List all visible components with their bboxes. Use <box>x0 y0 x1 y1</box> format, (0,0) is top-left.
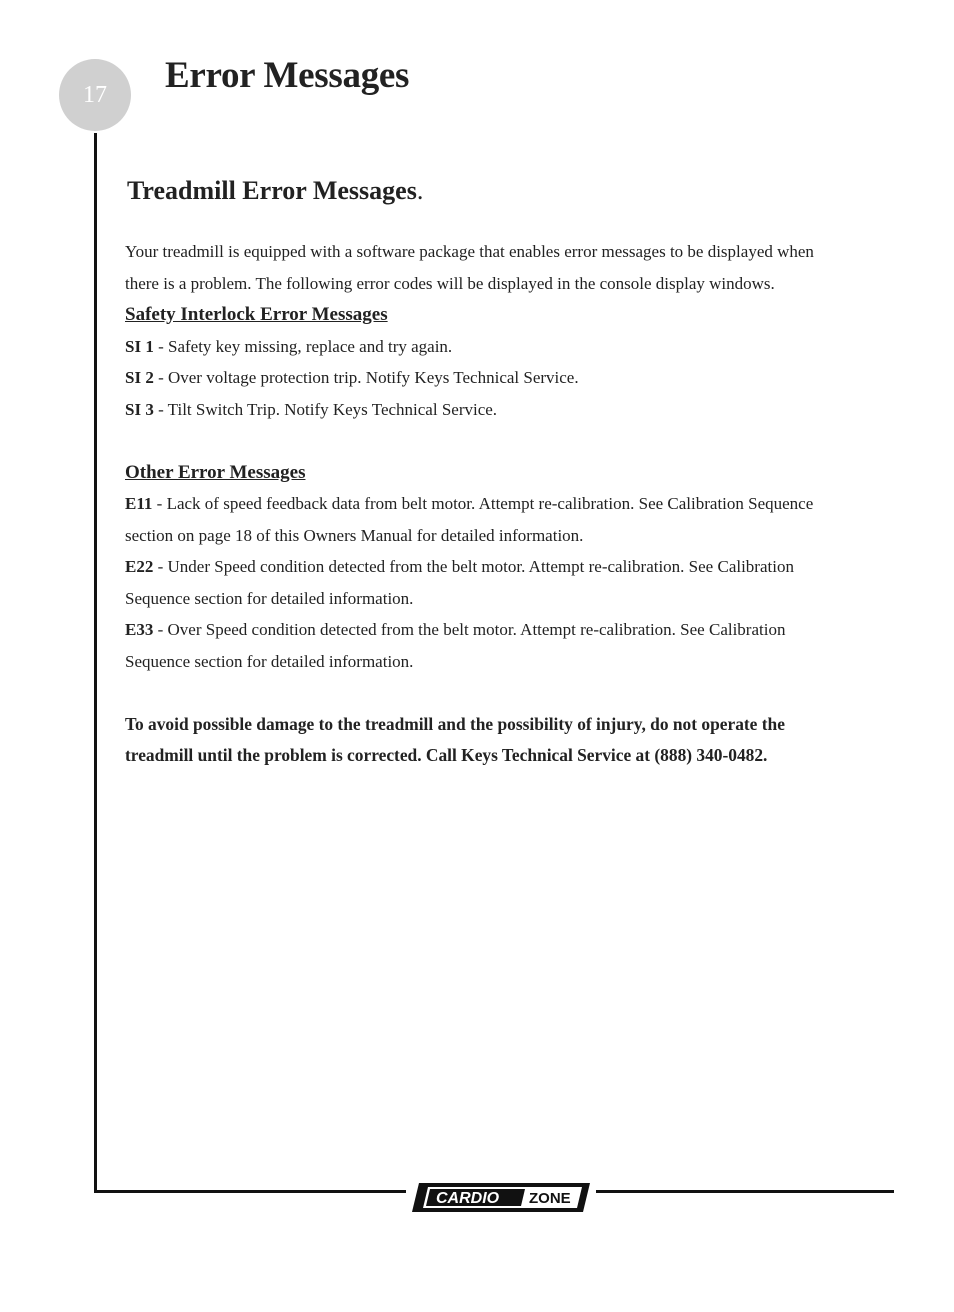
warning-line: treadmill until the problem is corrected. Call Keys Technical Service at (888) 340-0482. <box>125 745 768 765</box>
intro-line: Your treadmill is equipped with a software package that enables error messages to be displayed when <box>125 242 814 261</box>
section-title-period: . <box>416 176 424 205</box>
error-code: SI 2 <box>125 368 154 387</box>
error-item-e11-continued: section on page 18 of this Owners Manual for detailed information. <box>125 525 584 545</box>
error-code: E22 <box>125 557 154 576</box>
error-item-si3 <box>125 394 915 426</box>
page-number-badge <box>59 59 131 131</box>
safety-interlock-heading: Safety Interlock Error Messages <box>125 304 388 325</box>
error-item-e33 <box>125 614 915 646</box>
error-item-si2 <box>125 362 915 394</box>
error-description: - Over Speed condition detected from the belt motor. Attempt re-calibration. See Calibration <box>153 620 786 639</box>
error-code: SI 3 <box>125 399 154 419</box>
other-errors-heading: Other Error Messages <box>125 461 306 483</box>
error-item-e22-continued: Sequence section for detailed information. <box>125 588 414 608</box>
error-description: - Over voltage protection trip. Notify Keys Technical Service. <box>153 368 579 387</box>
footer-rule-right <box>596 1190 894 1193</box>
error-description: - Lack of speed feedback data from belt motor. Attempt re-calibration. See Calibration Sequence <box>152 494 814 513</box>
spacer <box>125 677 915 709</box>
page-title: Error Messages <box>165 55 410 96</box>
error-item-e33-continued: Sequence section for detailed information. <box>125 651 414 671</box>
error-item-si1 <box>125 331 915 363</box>
section-title: Treadmill Error Messages <box>127 176 417 205</box>
intro-line: there is a problem. The following error codes will be displayed in the console display windows. <box>125 273 775 293</box>
warning-line: To avoid possible damage to the treadmill and the possibility of injury, do not operate the <box>125 713 785 734</box>
error-description: - Under Speed condition detected from the belt motor. Attempt re-calibration. See Calibration <box>153 557 794 576</box>
error-description: - Tilt Switch Trip. Notify Keys Technical Service. <box>153 399 498 419</box>
other-errors-list <box>125 488 915 677</box>
warning-paragraph <box>125 709 915 772</box>
left-border-rule <box>94 133 97 1193</box>
error-code: E11 <box>125 494 153 513</box>
error-item-e11 <box>125 488 915 520</box>
footer-rule-left <box>94 1190 406 1193</box>
error-code: SI 1 <box>125 336 154 356</box>
logo-text-cardio: CARDIO <box>436 1190 500 1207</box>
page-number: 17 <box>83 81 107 108</box>
intro-paragraph <box>125 236 915 299</box>
cardiozone-logo <box>412 1183 590 1212</box>
error-item-e22 <box>125 551 915 583</box>
error-code: E33 <box>125 620 154 639</box>
logo-text-zone: ZONE <box>529 1190 571 1207</box>
safety-interlock-list <box>125 331 915 426</box>
spacer <box>125 425 915 457</box>
main-content <box>125 176 915 772</box>
section-heading <box>127 176 915 206</box>
error-description: - Safety key missing, replace and try again. <box>153 336 453 356</box>
